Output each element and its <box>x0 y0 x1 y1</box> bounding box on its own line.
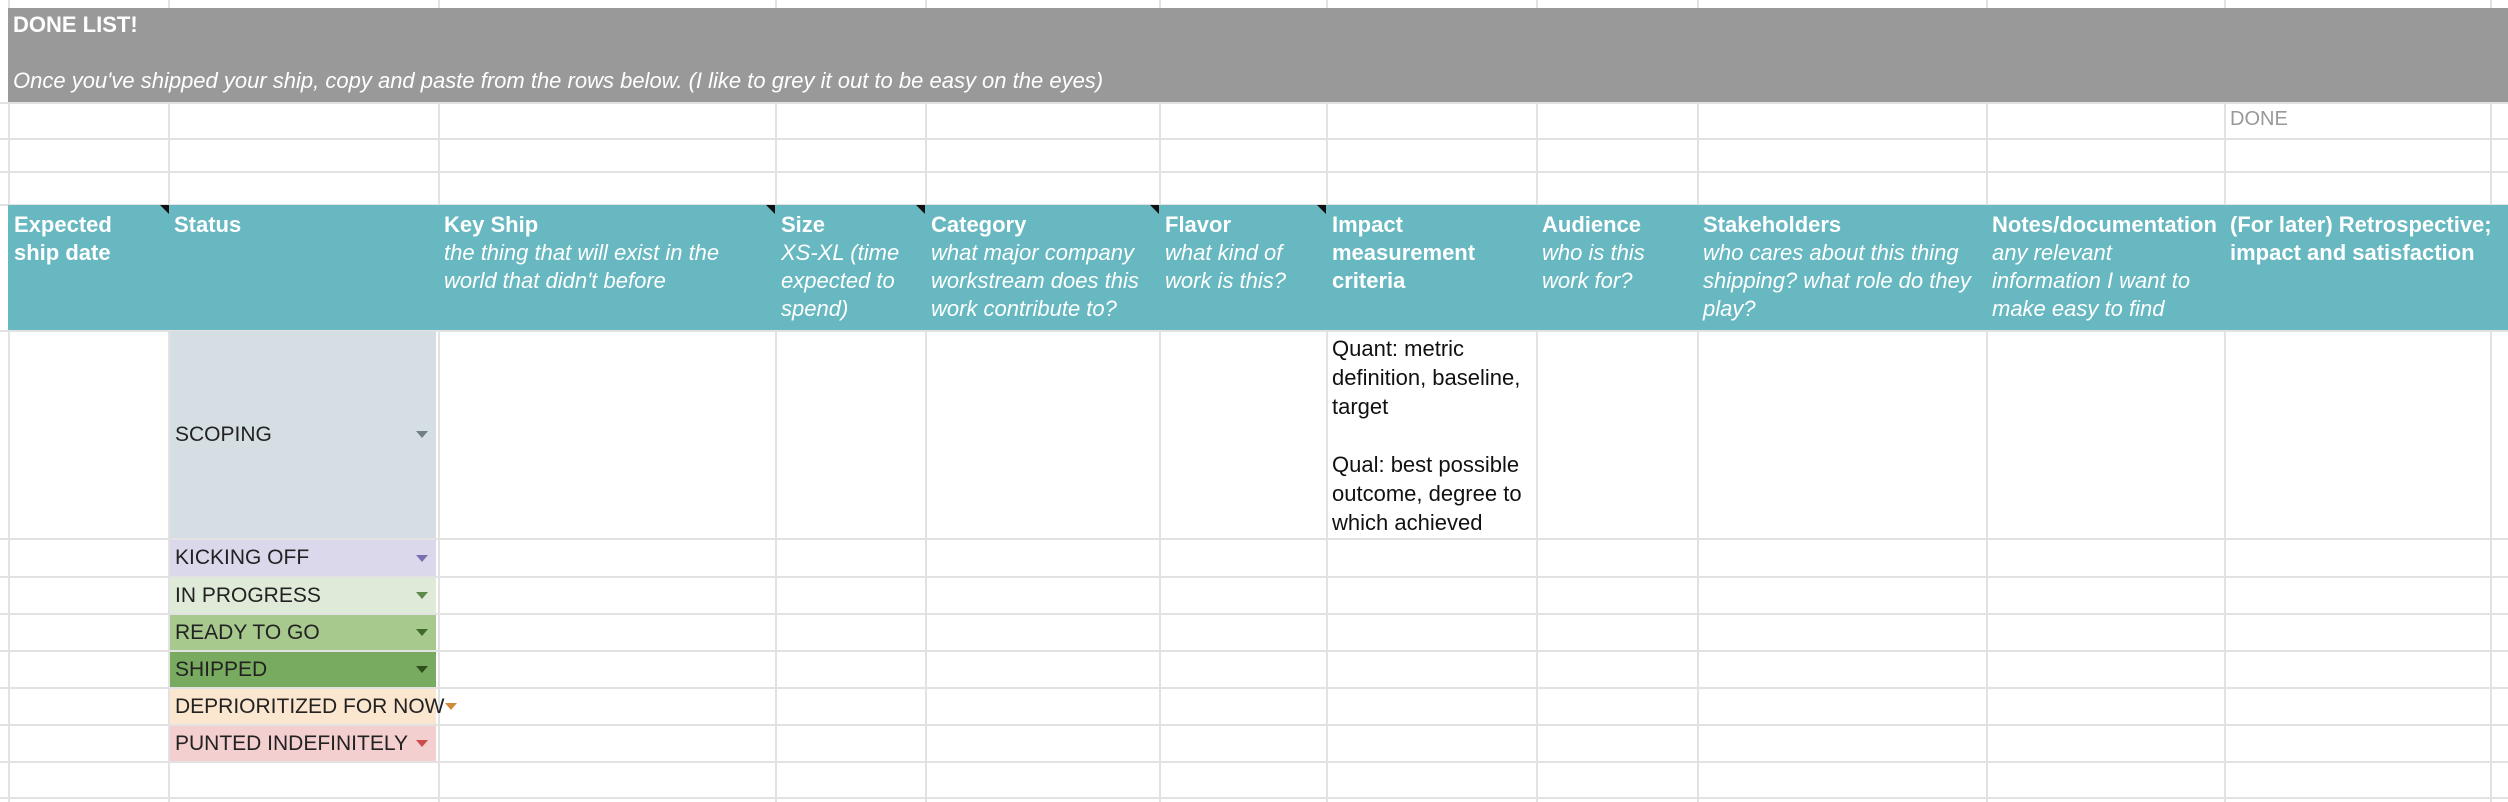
header-subtitle: XS-XL (time expected to spend) <box>781 240 900 321</box>
header-title: Stakeholders <box>1703 212 1842 237</box>
dropdown-arrow-icon[interactable] <box>416 555 428 562</box>
header-subtitle: what kind of work is this? <box>1165 240 1287 293</box>
impact-qual-text: Qual: best possible outcome, degree to which achieved <box>1332 452 1522 535</box>
header-notes-documentation[interactable] <box>1986 205 2224 330</box>
grid-line <box>1536 0 1538 802</box>
grid-line <box>925 0 927 802</box>
header-audience[interactable] <box>1536 205 1697 330</box>
header-category[interactable] <box>925 205 1159 330</box>
grid-line <box>438 0 440 802</box>
comment-indicator[interactable] <box>1150 205 1159 214</box>
status-label: SCOPING <box>175 422 272 446</box>
dropdown-arrow-icon[interactable] <box>416 666 428 673</box>
dropdown-arrow-icon[interactable] <box>445 703 457 710</box>
header-subtitle: who is this work for? <box>1542 240 1645 293</box>
header-title: Expected ship date <box>14 212 112 265</box>
grid-line <box>0 102 2508 104</box>
impact-criteria-cell[interactable] <box>1332 334 1532 537</box>
header-title: Flavor <box>1165 212 1232 237</box>
comment-indicator[interactable] <box>1317 205 1326 214</box>
grid-line <box>2224 0 2226 802</box>
grid-line <box>0 761 2508 763</box>
grid-line <box>0 171 2508 173</box>
header-subtitle: the thing that will exist in the world that didn't before <box>444 240 720 293</box>
dropdown-arrow-icon[interactable] <box>416 592 428 599</box>
header-title: Status <box>174 212 242 237</box>
header-title: Audience <box>1542 212 1642 237</box>
header-status[interactable] <box>168 205 438 330</box>
header-stakeholders[interactable] <box>1697 205 1986 330</box>
grid-line <box>1159 0 1161 802</box>
header-key-ship[interactable] <box>438 205 775 330</box>
status-dropdown-scoping[interactable] <box>170 331 436 538</box>
status-label: KICKING OFF <box>175 546 310 569</box>
grid-line <box>775 0 777 802</box>
header-retrospective[interactable] <box>2224 205 2508 330</box>
status-dropdown-shipped[interactable] <box>170 652 436 687</box>
dropdown-arrow-icon[interactable] <box>416 740 428 747</box>
sheet-title: DONE LIST! <box>13 12 138 37</box>
header-title: Key Ship <box>444 212 539 237</box>
header-subtitle: what major company workstream does this work contribute to? <box>931 240 1139 321</box>
header-title: Impact measurement criteria <box>1332 212 1476 293</box>
dropdown-arrow-icon[interactable] <box>416 431 428 438</box>
status-dropdown-punted[interactable] <box>170 726 436 761</box>
header-flavor[interactable] <box>1159 205 1326 330</box>
header-subtitle: any relevant information I want to make easy to find <box>1992 240 2191 321</box>
header-expected-ship-date[interactable] <box>8 205 168 330</box>
grid-line <box>1986 0 1988 802</box>
sheet-subtitle: Once you've shipped your ship, copy and paste from the rows below. (I like to grey it out to be easy on the eyes) <box>13 68 1104 93</box>
header-title: (For later) Retrospective; impact and satisfaction <box>2230 212 2492 265</box>
header-subtitle: who cares about this thing shipping? what role do they play? <box>1703 240 1971 321</box>
status-label: IN PROGRESS <box>175 583 321 607</box>
header-impact-measurement[interactable] <box>1326 205 1536 330</box>
grid-line <box>0 797 2508 799</box>
status-label: DEPRIORITIZED FOR NOW <box>175 694 445 718</box>
comment-indicator[interactable] <box>766 205 775 214</box>
header-title: Size <box>781 212 826 237</box>
status-dropdown-deprioritized[interactable] <box>170 689 445 724</box>
status-dropdown-kicking-off[interactable] <box>170 540 436 576</box>
header-title: Notes/documentation <box>1992 212 2217 237</box>
header-size[interactable] <box>775 205 925 330</box>
grid-line <box>8 0 10 802</box>
grid-line <box>2490 0 2492 802</box>
status-label: SHIPPED <box>175 657 268 681</box>
comment-indicator[interactable] <box>916 205 925 214</box>
grid-line <box>1697 0 1699 802</box>
status-label: PUNTED INDEFINITELY <box>175 731 408 755</box>
dropdown-arrow-icon[interactable] <box>416 629 428 636</box>
status-label: READY TO GO <box>175 620 320 644</box>
status-dropdown-in-progress[interactable] <box>170 578 436 613</box>
impact-quant-text: Quant: metric definition, baseline, target <box>1332 336 1521 419</box>
grid-line <box>1326 0 1328 802</box>
done-label: DONE <box>2230 108 2288 130</box>
status-dropdown-ready-to-go[interactable] <box>170 615 436 650</box>
header-title: Category <box>931 212 1027 237</box>
grid-line <box>0 138 2508 140</box>
